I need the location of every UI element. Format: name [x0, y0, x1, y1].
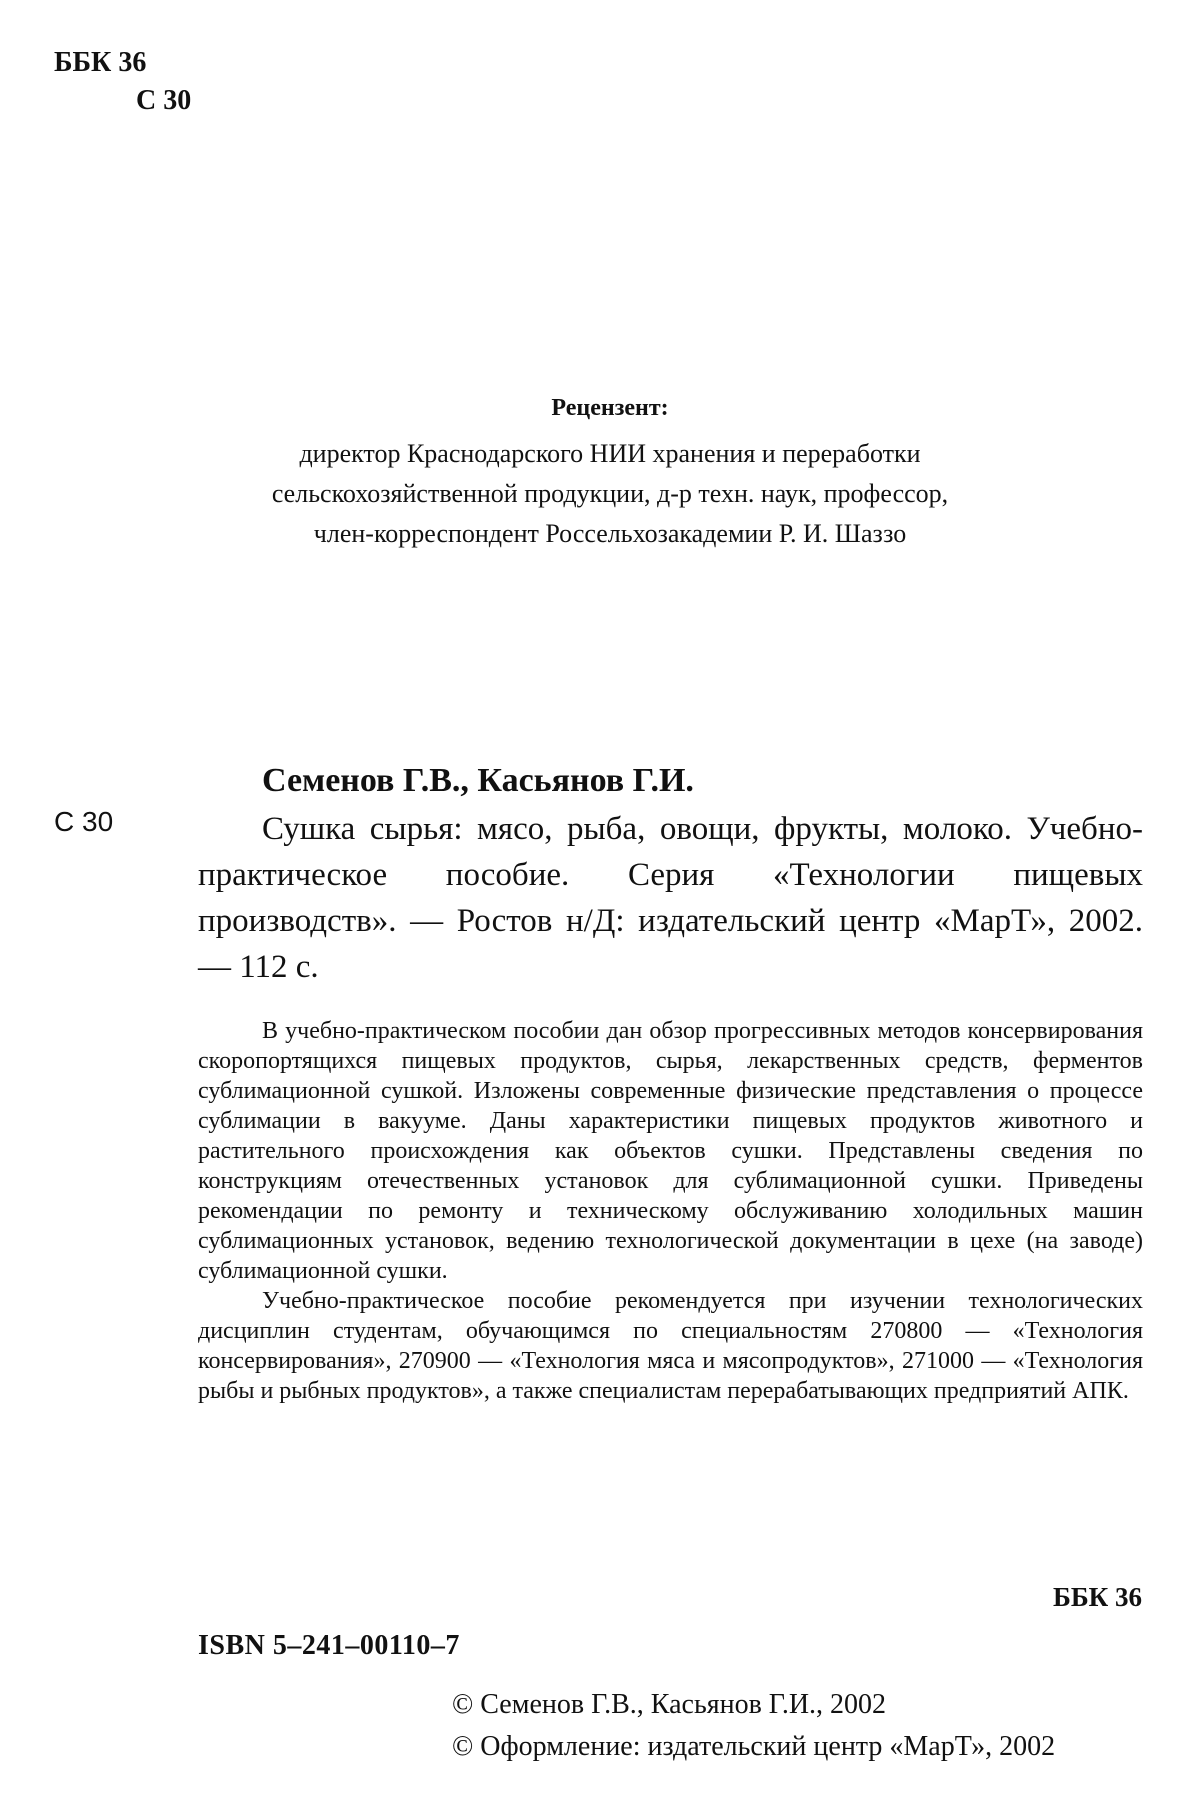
book-authors: Семенов Г.В., Касьянов Г.И. [262, 762, 694, 800]
isbn: ISBN 5–241–00110–7 [198, 1630, 460, 1662]
bbk-classification [54, 44, 191, 120]
reviewer-line: сельскохозяйственной продукции, д-р техн. наук, профессор, [130, 474, 1090, 514]
bbk-bottom: ББК 36 [1053, 1582, 1142, 1613]
annotation-paragraph: Учебно-практическое пособие рекомендуется при изучении технологических дисциплин студентам, обучающимся по специальностям 270800 — «Технология консервирования», 270900 — «Технология мяса и мясопродуктов», 271000 — «Технология рыбы и рыбных продуктов», а также специалистам перерабатывающих предприятий АПК. [198, 1286, 1143, 1406]
reviewer-line: директор Краснодарского НИИ хранения и переработки [130, 434, 1090, 474]
reviewer-line: член-корреспондент Россельхозакадемии Р. И. Шаззо [130, 514, 1090, 554]
author-mark: С 30 [54, 82, 191, 120]
bbk-index: ББК 36 [54, 47, 146, 78]
bibliographic-description: Сушка сырья: мясо, рыба, овощи, фрукты, молоко. Учебно-практическое пособие. Серия «Технологии пищевых производств». — Ростов н/Д: издательский центр «МарТ», 2002. — 112 с. [198, 806, 1143, 990]
annotation-paragraph: В учебно-практическом пособии дан обзор прогрессивных методов консервирования скоропортящихся пищевых продуктов, сырья, лекарственных средств, ферментов сублимационной сушкой. Изложены современные физические представления о процессе сублимации в вакууме. Даны характеристики пищевых продуктов животного и растительного происхождения как объектов сушки. Представлены сведения по конструкциям отечественных установок для сублимационной сушки. Приведены рекомендации по ремонту и техническому обслуживанию холодильных машин сублимационных установок, ведению технологической документации в цехе (на заводе) сублимационной сушки. [198, 1016, 1143, 1286]
copyright-authors: © Семенов Г.В., Касьянов Г.И., 2002 [452, 1684, 1055, 1726]
reviewer-block [130, 388, 1090, 554]
copyright-design: © Оформление: издательский центр «МарТ», 2002 [452, 1726, 1055, 1768]
author-code: С 30 [54, 806, 113, 838]
annotation [198, 1016, 1143, 1406]
reviewer-heading: Рецензент: [130, 388, 1090, 428]
copyright-block [452, 1684, 1055, 1768]
